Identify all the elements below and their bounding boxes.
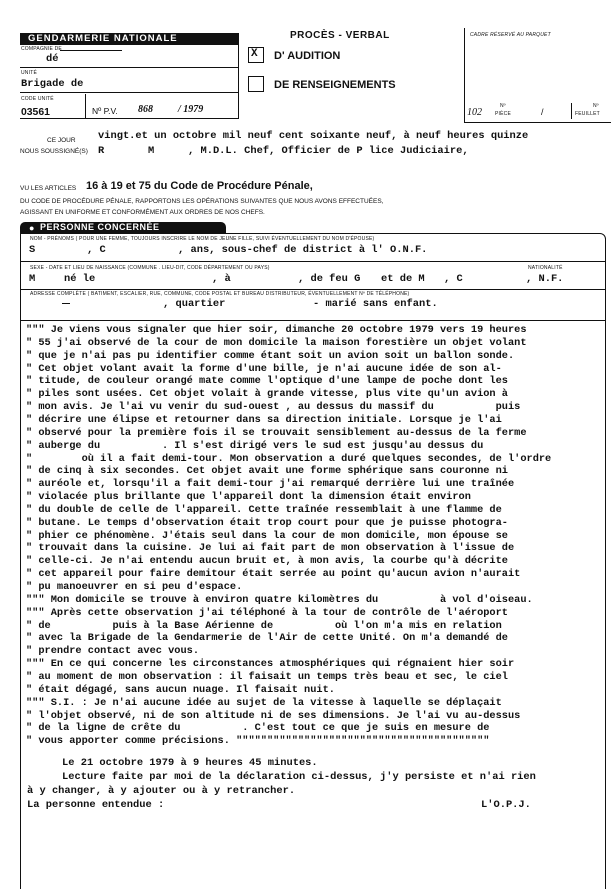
birth-initial: M — [29, 273, 36, 285]
statement-line: " butane. Le temps d'observation était trop court pour que je puisse photogra- — [26, 516, 508, 529]
statement-line: " de la ligne de crête du . C'est tout ce que je suis en mesure de — [26, 722, 490, 735]
unite-value: Brigade de — [21, 78, 84, 90]
feuillet-separator: / — [541, 107, 544, 117]
statement-line: " décrire une élipse et retourner dans sa direction initiale. Lorsque je l'ai — [26, 413, 502, 426]
lecture-line-2: à y changer, à y ajouter ou à y retrancher. — [27, 785, 296, 797]
birth-ne-le: né le — [64, 273, 96, 285]
person-section-bullet: ● — [29, 223, 35, 233]
name-initial-1: S — [29, 244, 36, 256]
statement-line: " trouvait dans la cuisine. Je lui ai fait part de mon observation à l'issue de — [26, 542, 515, 555]
birth-father: , de feu G — [298, 273, 361, 285]
gendarmerie-title: GENDARMERIE NATIONALE — [28, 33, 178, 44]
statement-line: " mon avis. Je l'ai vu venir du sud-ouest , au dessus du massif du puis — [26, 401, 521, 414]
lecture-line-1: Lecture faite par moi de la déclaration ci-dessus, j'y persiste et n'ai rien — [62, 771, 536, 783]
statement-line: " piles sont usées. Cet objet volait à grande vitesse, plus vite qu'un avion à — [26, 388, 508, 401]
soussigne-label: NOUS SOUSSIGNÉ(S) — [20, 148, 88, 155]
no-label-feuillet: Nº — [593, 103, 599, 109]
soussigne-value: , M.D.L. Chef, Officier de P lice Judiciaire, — [188, 145, 469, 157]
statement-line: """ S.I. : Je n'ai aucune idée au sujet de la vitesse à laquelle se déplaçait — [26, 696, 502, 709]
birth-mother: et de M — [381, 273, 425, 285]
statement-line: " de cinq à six secondes. Cet objet avait une forme sphérique sans couronne ni — [26, 465, 508, 478]
unite-label: UNITÉ — [21, 70, 37, 76]
soussigne-initial-2: M — [148, 145, 155, 157]
statement-line: " du double de celle de l'appareil. Cette traînée ressemblait à une flamme de — [26, 503, 502, 516]
statement-line: " violacée plus brillante que l'appareil dont la dimension était environ — [26, 491, 471, 504]
vu-articles-label: VU LES ARTICLES — [20, 185, 77, 192]
pv-label: Nº P.V. — [92, 106, 118, 116]
piece-label: PIÈCE — [495, 111, 512, 117]
compagnie-redaction — [60, 44, 122, 51]
statement-line: """ Je viens vous signaler que hier soir, dimanche 20 octobre 1979 vers 19 heures — [26, 324, 527, 336]
statement-line: " vous apporter comme précisions. """"""""""""""""""""""""""""""""""""""""" — [26, 735, 490, 748]
statement-line: " 55 j'ai observé de la cour de mon domicile la maison forestière un objet volant — [26, 336, 527, 349]
code-unite-label: CODE UNITÉ — [21, 96, 54, 102]
statement-line: " où il a fait demi-tour. Mon observation a duré quelques secondes, de l'ordre — [26, 452, 552, 465]
compagnie-label: COMPAGNIE DE — [21, 46, 62, 52]
nationalite-label: NATIONALITÉ — [528, 265, 563, 271]
option-audition: D' AUDITION — [274, 50, 341, 62]
statement-line: " pu manoeuvrer en si peu d'espace. — [26, 581, 243, 593]
closing-date: Le 21 octobre 1979 à 9 heures 45 minutes. — [62, 757, 318, 769]
statement-line: " était dégagé, sans aucun nuage. Il faisait nuit. — [26, 683, 335, 696]
address-label: ADRESSE COMPLÈTE ( BATIMENT, ESCALIER, RUE, COMMUNE, CODE POSTAL ET BUREAU DISTRIBUTEUR, ÉVENTUELLEMENT Nº DE TÉLÉPHONE) — [30, 291, 410, 297]
statement-line: " phier ce phénomène. J'étais seul dans la cour de mon domicile, mon épouse se — [26, 529, 508, 542]
statement-line: " prendre contact avec vous. — [26, 645, 200, 658]
statement-line: """ Après cette observation j'ai téléphoné à la tour de contrôle de l'aéroport — [26, 606, 508, 619]
statement-line: " Cet objet volant avait la forme d'une bille, je n'ai aucune idée de son al- — [26, 362, 502, 375]
statement-line: " auréole et, lorsqu'il a fait demi-tour j'ai remarqué derrière lui une traînée — [26, 478, 515, 491]
statement-line: " avec la Brigade de la Gendarmerie de l'Air de cette Unité. On m'a demandé de — [26, 632, 508, 645]
statement-line: " cet appareil pour faire demitour était serrée au point qu'aucun avion n'aurait — [26, 568, 521, 581]
cadre-label: CADRE RÉSERVÉ AU PARQUET — [470, 32, 551, 38]
option-renseignements: DE RENSEIGNEMENTS — [274, 79, 396, 91]
legal-text-1: DU CODE DE PROCÉDURE PÉNALE, RAPPORTONS LES OPÉRATIONS SUIVANTES QUE NOUS AVONS EFFECTUÉES, — [20, 198, 384, 205]
pv-number: 868 — [138, 104, 153, 115]
compagnie-value: dé — [46, 53, 59, 65]
cadre-parquet-box — [464, 28, 611, 123]
statement-line: " observé pour la première fois il se trouvait sensiblement au-dessus de la ferme — [26, 426, 527, 439]
birth-label: SEXE - DATE ET LIEU DE NAISSANCE (COMMUNE . LIEU-DIT, CODE DÉPARTEMENT OU PAYS) — [30, 265, 270, 271]
address-value: - marié sans enfant. — [313, 298, 438, 310]
name-value: , ans, sous-chef de district à l' O.N.F. — [178, 244, 428, 256]
address-quartier: , quartier — [163, 298, 226, 310]
feuillet-label: FEUILLET — [575, 111, 600, 117]
address-redaction-dash — [62, 303, 70, 304]
no-label-piece: Nº — [500, 103, 506, 109]
legal-text-2: AGISSANT EN UNIFORME ET CONFORMÉMENT AUX ORDRES DE NOS CHEFS. — [20, 209, 265, 216]
audition-checkbox-mark: X — [251, 48, 258, 60]
pv-year: / 1979 — [178, 104, 204, 115]
name-label: NOM - PRÉNOMS ( POUR UNE FEMME, TOUJOURS INSCRIRE LE NOM DE JEUNE FILLE, SUIVI ÉVENTUELLEMENT DU NOM D'ÉPOUSE) — [30, 236, 375, 242]
statement-line: """ Mon domicile se trouve à environ quatre kilomètres du à vol d'oiseau. — [26, 593, 533, 606]
piece-prefix: 102 — [467, 107, 482, 118]
birth-nationality: , N.F. — [526, 273, 564, 285]
soussigne-initial-1: R — [98, 145, 105, 157]
statement-line: " l'objet observé, ni de son altitude ni de ses dimensions. Je l'ai vu au-dessus — [26, 709, 521, 722]
name-initial-2: , C — [87, 244, 106, 256]
code-unite-value: 03561 — [21, 107, 50, 118]
statement-line: " que je n'ai pas pu identifier comme étant soit un avion soit un ballon sonde. — [26, 349, 515, 362]
document-title: PROCÈS - VERBAL — [290, 30, 390, 41]
renseignements-checkbox[interactable] — [248, 76, 264, 92]
birth-mother-name: , C — [444, 273, 463, 285]
statement-line: " au moment de mon observation : il faisait un temps très beau et sec, le ciel — [26, 670, 508, 683]
ce-jour-value: vingt.et un octobre mil neuf cent soixante neuf, à neuf heures quinze — [98, 130, 529, 142]
vu-articles-value: 16 à 19 et 75 du Code de Procédure Pénale, — [86, 180, 313, 192]
statement-line: " celle-ci. Je n'ai entendu aucun bruit et, à mon avis, la courbe qu'à décrite — [26, 555, 508, 568]
personne-entendue: La personne entendue : — [27, 799, 165, 811]
opj-signature: L'O.P.J. — [481, 799, 531, 811]
statement-line: " titude, de couleur orangé mate comme l'optique d'une lampe de poche dont les — [26, 375, 508, 388]
ce-jour-label: CE JOUR — [47, 137, 76, 144]
statement-line: """ En ce qui concerne les circonstances atmosphériques qui régnaient hier soir — [26, 658, 515, 671]
statement-line: " de puis à la Base Aérienne de où l'on m'a mis en relation — [26, 619, 502, 632]
birth-a: , à — [212, 273, 231, 285]
person-section-title: PERSONNE CONCERNÉE — [40, 222, 160, 232]
statement-line: " auberge du . Il s'est dirigé vers le sud est jusqu'au dessus du — [26, 439, 484, 452]
